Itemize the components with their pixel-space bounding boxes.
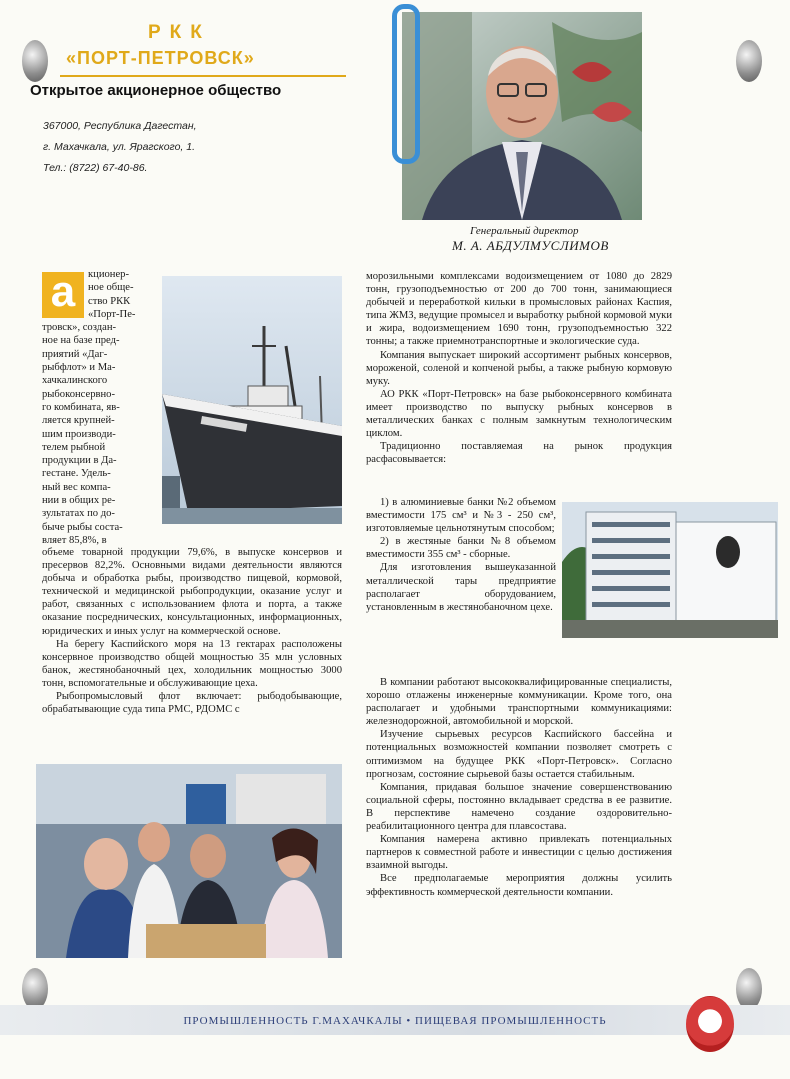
right-paragraph-9: Компания намерена активно привлекать потенциальных партнеров к совместной работе и инвестиции с целью достижения взаимной выгоды.	[366, 834, 672, 872]
intro-line: шим производи-	[42, 428, 116, 440]
city-emblem-icon	[686, 996, 734, 1052]
logo-underline	[60, 75, 346, 77]
intro-line: телем рыбной	[42, 441, 106, 453]
paper-clip-icon	[392, 4, 420, 164]
right-paragraph-8: Компания, придавая большое значение совершенствованию социальной сферы, постоянно вкладывает средства в ее развитие. В перспективе намечено создание оздоровительно-реабилитационного центра для плавсостава.	[366, 781, 672, 833]
left-paragraph-2: На берегу Каспийского моря на 13 гектарах расположены консервное производство общей мощностью 35 млн условных банок, жестянобаночный цех, холодильник мощностью 3000 тонн, вспомогательные и обслуживающие цеха.	[42, 638, 342, 689]
intro-line: хачкалинского	[42, 375, 108, 387]
intro-line: тровск», создан-	[42, 322, 117, 334]
intro-line: нии в общих ре-	[42, 495, 116, 507]
logo-letters: РКК	[148, 22, 211, 43]
right-paragraph-3: АО РКК «Порт-Петровск» на базе рыбоконсервного комбината имеет производство по выпуску рыбных консервов в металлических банках с полным замкнутым технологическим циклом.	[366, 388, 672, 440]
intro-line: гестане. Удель-	[42, 468, 111, 480]
right-paragraph-4: Традиционно поставляемая на рынок продукция расфасовывается:	[366, 441, 672, 466]
left-paragraph-1: объеме товарной продукции 79,6%, в выпуске консервов и пресервов 82,2%. Основными видами деятельности являются добыча и обработка рыбы, производство пищевой, кормовой, технической и медицинской рыбопродукции, оказание услуг и работ, связанных с использованием флота и порта, а также оказание посреднических, консультационных, информационных, юридических и иных услуг на коммерческой основе.	[42, 547, 342, 637]
binder-ring-top-left	[22, 40, 48, 82]
ship-photo	[162, 276, 342, 524]
intro-line: ное на базе пред-	[42, 335, 120, 347]
left-paragraph-3: Рыбопромысловый флот включает: рыбодобывающие, обрабатывающие суда типа РМС, РДОМС с	[42, 691, 342, 716]
right-paragraph-1: морозильными комплексами водоизмещением от 1080 до 2829 тонн, грузоподъемностью от 200 до 700 тонн, занимающиеся добычей и переработкой кильки в промысловых районах Каспия, типа ЖМЗ, ведущие промысел и выработку рыбной кормовой муки и жира, водоизмещением 1690 тонн, грузоподъемностью 322 тонны; а также приемнотранспортные и экологические суда.	[366, 271, 672, 348]
right-column-text-bottom	[366, 676, 672, 899]
intro-line: быче рыбы соста-	[42, 521, 123, 533]
director-portrait-photo	[402, 12, 642, 220]
intro-line: вляет 85,8%, в	[42, 534, 107, 546]
intro-line: рыбоконсервно-	[42, 388, 116, 400]
intro-line: ный вес компа-	[42, 481, 111, 493]
right-paragraph-2: Компания выпускает широкий ассортимент рыбных консервов, мороженой, соленой и копченой рыбы, а также рыбную кормовую муку.	[366, 349, 672, 387]
portrait-caption-name: М. А. АБДУЛМУСЛИМОВ	[452, 238, 609, 253]
right-paragraph-6: В компании работают высококвалифицированные специалисты, хорошо отлажены инженерные коммуникации. Кроме того, она располагает и удобными транспортными коммуникациями: железнодорожной, автомобильной и морской.	[366, 677, 672, 728]
building-photo	[562, 502, 778, 638]
intro-line: продукции в Да-	[42, 455, 117, 467]
packaging-item-2: 2) в жестяные банки №8 объемом вместимости 355 см³ - сборные.	[366, 536, 556, 561]
intro-text-block	[42, 268, 158, 547]
footer-section-title: ПРОМЫШЛЕННОСТЬ Г.МАХАЧКАЛЫ • ПИЩЕВАЯ ПРОМЫШЛЕННОСТЬ	[183, 1015, 607, 1027]
left-column-text	[42, 546, 342, 716]
intro-line: го комбината, яв-	[42, 401, 120, 413]
logo-company-name: «ПОРТ-ПЕТРОВСК»	[66, 48, 255, 68]
right-paragraph-7: Изучение сырьевых ресурсов Каспийского бассейна и потенциальных возможностей компании позволяет смотреть с оптимизмом на будущее РКК «Порт-Петровск». Согласно прогнозам, состояние сырьевой базы остается стабильным.	[366, 729, 672, 780]
exhibition-photo	[36, 764, 342, 958]
intro-line: ство РКК	[88, 295, 131, 307]
company-type: Открытое акционерное общество	[30, 82, 282, 99]
right-column-text-narrow	[366, 496, 556, 614]
intro-line: ное обще-	[88, 282, 134, 294]
address-line-1: 367000, Республика Дагестан,	[43, 120, 197, 132]
drop-cap: а	[42, 272, 84, 318]
intro-line: кционер-	[88, 269, 129, 280]
address-line-2: г. Махачкала, ул. Ярагского, 1.	[43, 141, 196, 153]
address-phone: Тел.: (8722) 67-40-86.	[43, 162, 148, 174]
intro-line: «Порт-Пе-	[88, 308, 136, 320]
intro-line: ляется крупней-	[42, 415, 115, 427]
intro-line: рыбфлот» и Ма-	[42, 362, 116, 374]
binder-ring-bottom-right	[736, 968, 762, 1010]
right-column-text-top	[366, 270, 672, 466]
right-paragraph-5: Для изготовления вышеуказанной металлической тары предприятие располагает оборудованием, установленным в жестянобаночном цехе.	[366, 562, 556, 613]
intro-line: приятий «Даг-	[42, 348, 108, 360]
right-paragraph-10: Все предполагаемые мероприятия должны усилить эффективность коммерческой деятельности компании.	[366, 873, 672, 898]
intro-line: зультатах по до-	[42, 508, 115, 520]
packaging-item-1: 1) в алюминиевые банки №2 объемом вместимости 175 см³ и №3 - 250 см³, изготовляемые цельнотянутым способом;	[366, 497, 556, 535]
binder-ring-bottom-left	[22, 968, 48, 1010]
binder-ring-top-right	[736, 40, 762, 82]
portrait-caption-role: Генеральный директор	[470, 225, 579, 237]
